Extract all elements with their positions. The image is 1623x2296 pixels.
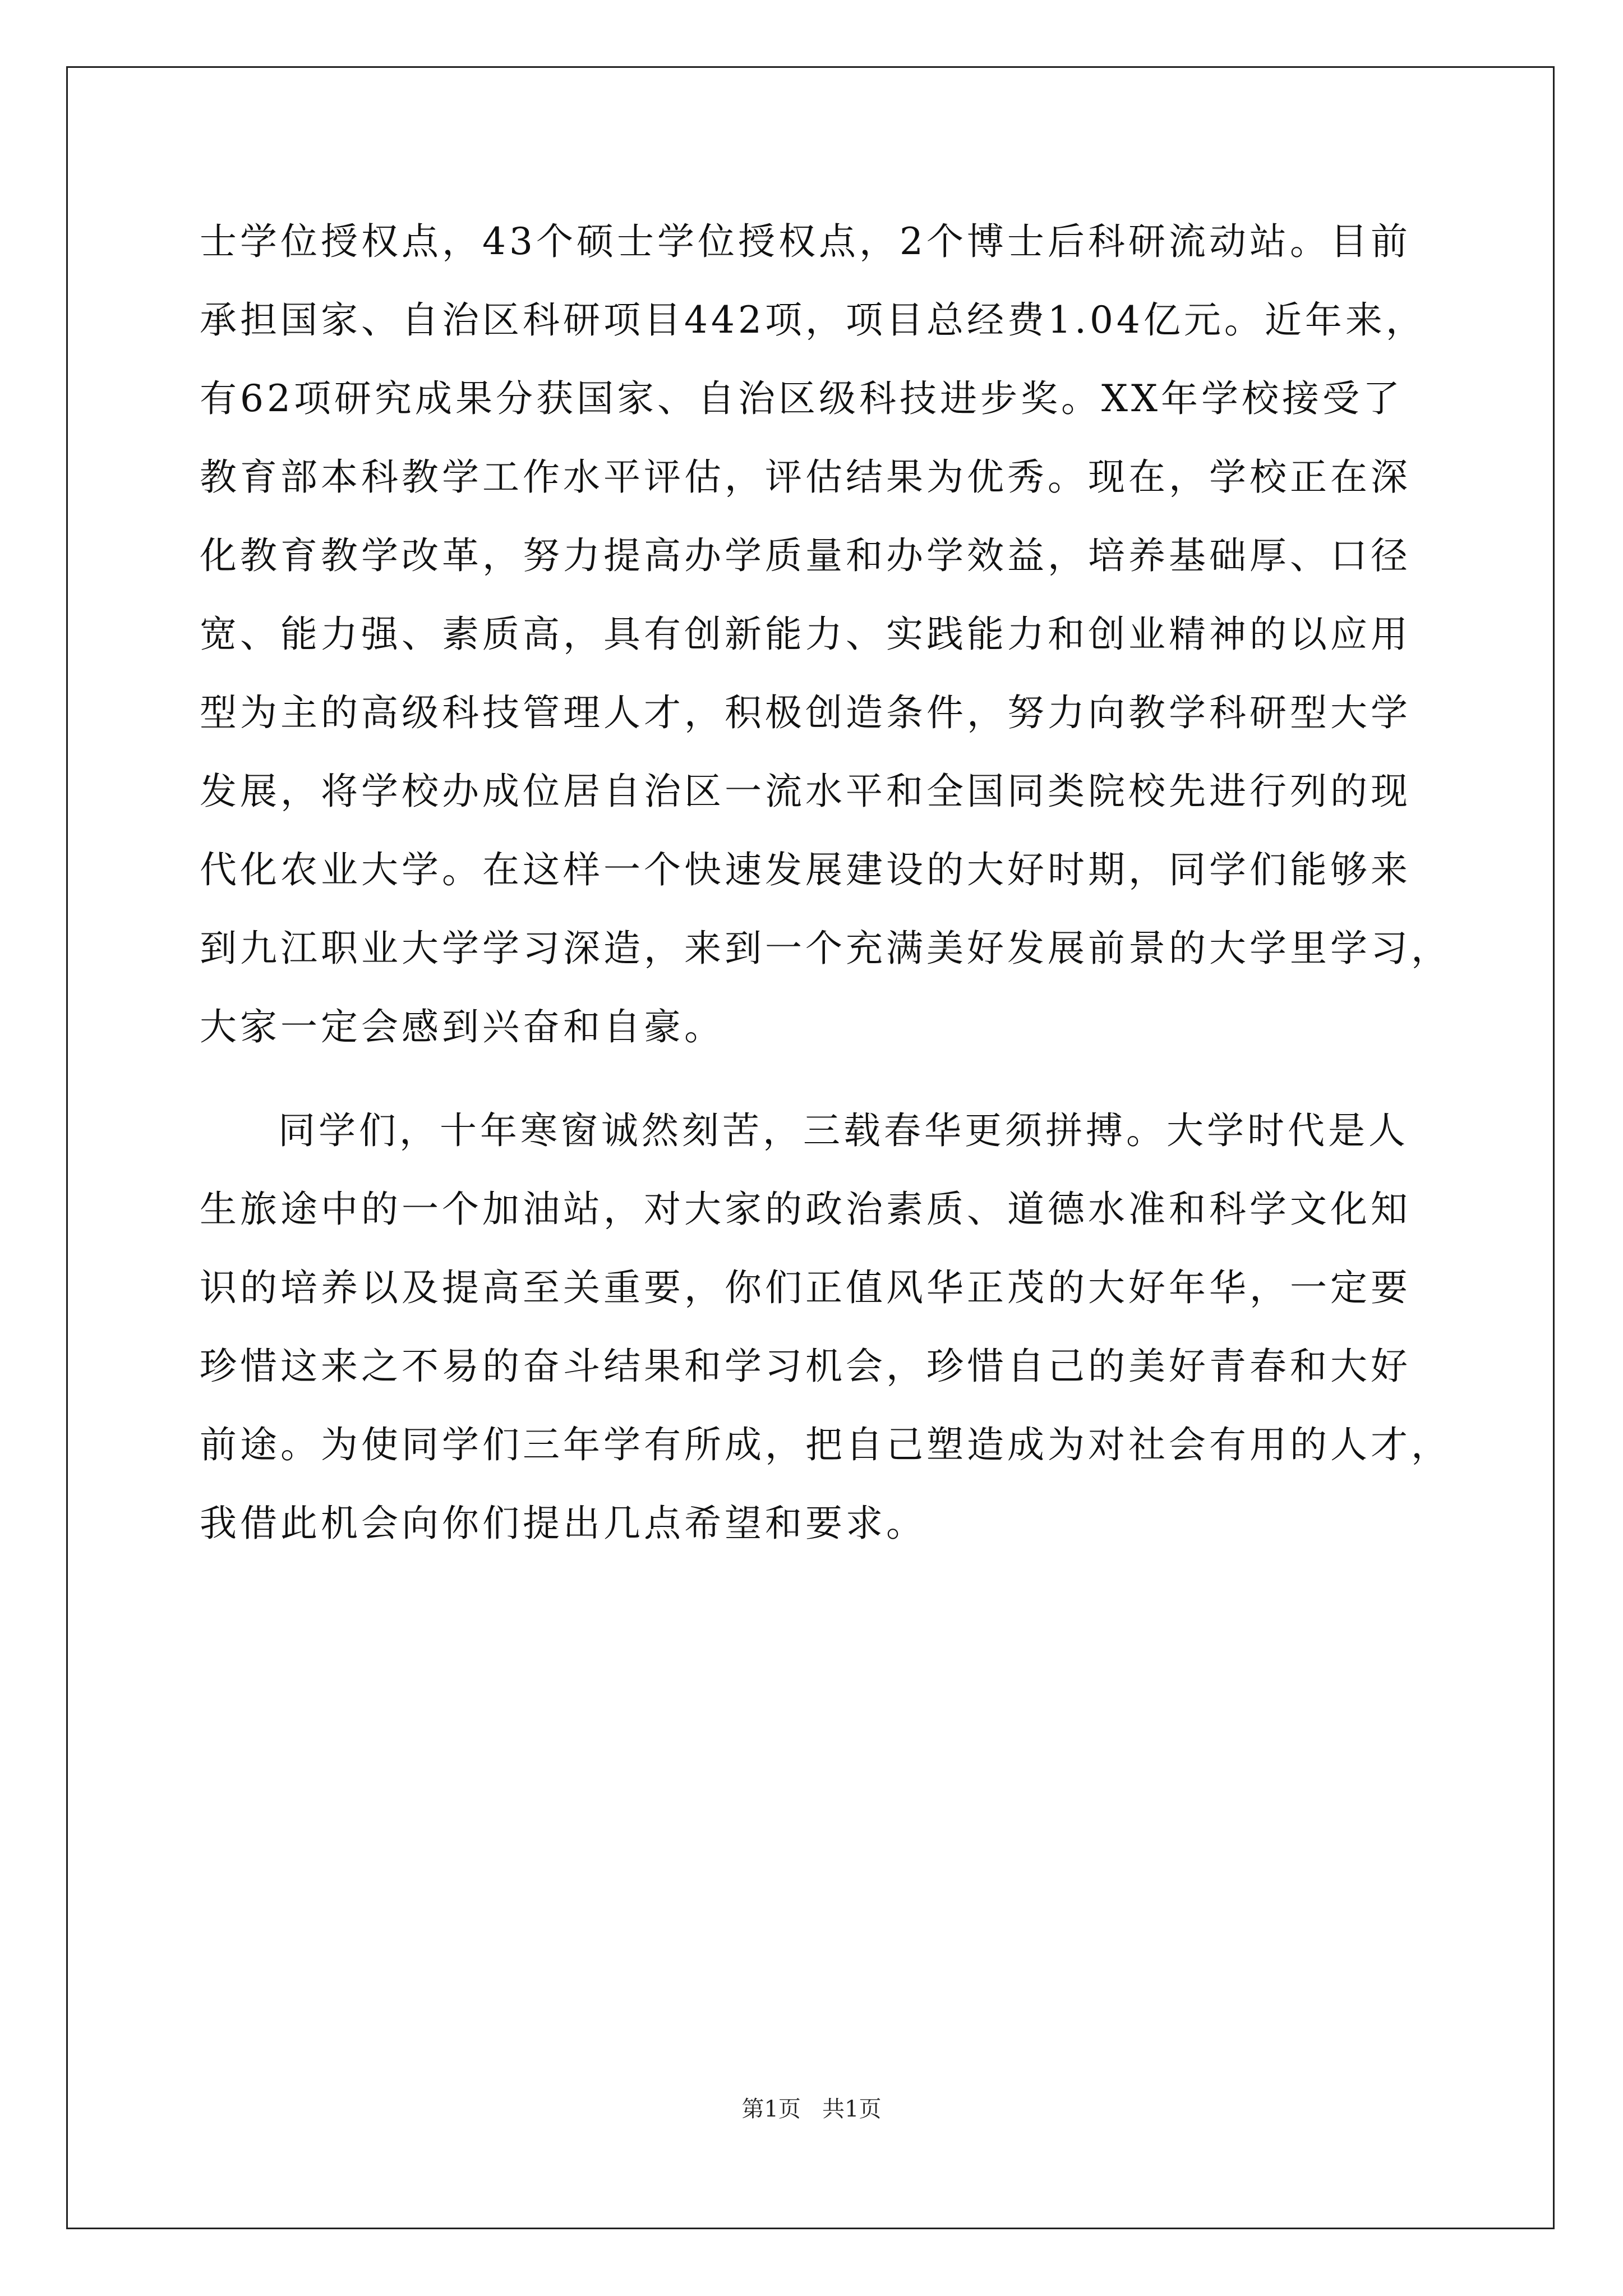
paragraph (200, 1099, 1451, 1571)
document-body (200, 210, 1451, 1571)
text-line: 型为主的高级科技管理人才，积极创造条件，努力向教学科研型大学 (200, 691, 1411, 734)
text-line: 化教育教学改革，努力提高办学质量和办学效益，培养基础厚、口径 (200, 534, 1411, 577)
text-line: 到九江职业大学学习深造，来到一个充满美好发展前景的大学里学习， (200, 927, 1451, 970)
paragraph (200, 210, 1451, 1074)
text-line: 教育部本科教学工作水平评估，评估结果为优秀。现在，学校正在深 (200, 455, 1411, 499)
page-footer: 第1页 共1页 (741, 2096, 882, 2122)
text-line: 同学们，十年寒窗诚然刻苦，三载春华更须拼搏。大学时代是人 (278, 1109, 1409, 1152)
text-line: 珍惜这来之不易的奋斗结果和学习机会，珍惜自己的美好青春和大好 (200, 1345, 1411, 1388)
text-line: 大家一定会感到兴奋和自豪。 (200, 1005, 725, 1048)
text-line: 代化农业大学。在这样一个快速发展建设的大好时期，同学们能够来 (200, 848, 1411, 891)
text-line: 我借此机会向你们提出几点希望和要求。 (200, 1502, 926, 1545)
text-line: 士学位授权点，43个硕士学位授权点，2个博士后科研流动站。目前 (200, 220, 1411, 263)
text-line: 有62项研究成果分获国家、自治区级科技进步奖。XX年学校接受了 (200, 377, 1403, 420)
text-line: 生旅途中的一个加油站，对大家的政治素质、道德水准和科学文化知 (200, 1188, 1411, 1231)
text-line: 宽、能力强、素质高，具有创新能力、实践能力和创业精神的以应用 (200, 613, 1411, 656)
text-line: 承担国家、自治区科研项目442项，项目总经费1.04亿元。近年来， (200, 298, 1426, 342)
text-line: 前途。为使同学们三年学有所成，把自己塑造成为对社会有用的人才， (200, 1423, 1451, 1466)
text-line: 发展，将学校办成位居自治区一流水平和全国同类院校先进行列的现 (200, 770, 1411, 813)
paragraph-gap (200, 1074, 1433, 1099)
text-line: 识的培养以及提高至关重要，你们正值风华正茂的大好年华，一定要 (200, 1266, 1411, 1309)
